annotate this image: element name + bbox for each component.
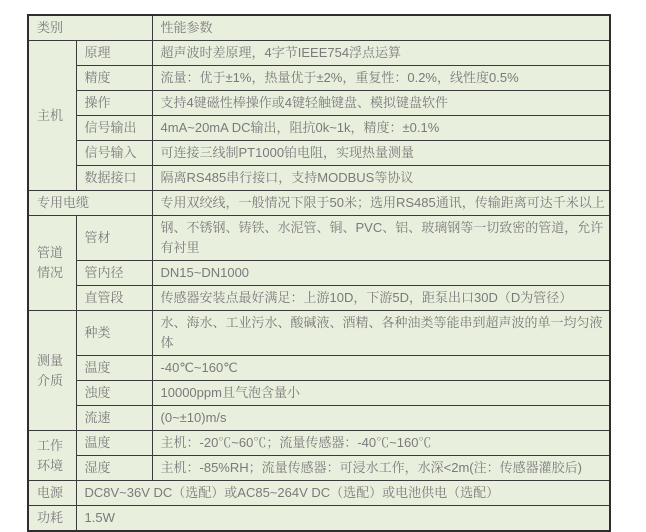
param-label-cell: 操作 [76, 91, 152, 116]
param-label-cell: 管内径 [76, 261, 152, 286]
table-row [28, 456, 610, 481]
table-row [28, 261, 610, 286]
table-row [28, 141, 610, 166]
category-cell-medium: 测量介质 [28, 311, 76, 431]
param-value-cell: (0~±10)m/s [152, 406, 610, 431]
category-cell-pipe: 管道情况 [28, 216, 76, 311]
param-value-cell: 钢、不锈钢、铸铁、水泥管、铜、PVC、铝、玻璃钢等一切致密的管道，允许有衬里 [152, 216, 610, 261]
param-value-cell: 传感器安装点最好满足：上游10D，下游5D，距泵出口30D（D为管径） [152, 286, 610, 311]
table-row [28, 381, 610, 406]
param-value-cell: DN15~DN1000 [152, 261, 610, 286]
table-row [28, 116, 610, 141]
param-label-cell: 信号输出 [76, 116, 152, 141]
param-value-cell: 专用双绞线，一般情况下限于50米；选用RS485通讯，传输距离可达千米以上 [152, 191, 610, 216]
table-row [28, 311, 610, 356]
param-value-cell: 4mA~20mA DC输出，阻抗0k~1k，精度：±0.1% [152, 116, 610, 141]
param-value-cell: 流量：优于±1%，热量优于±2%，重复性：0.2%，线性度0.5% [152, 66, 610, 91]
header-params-cell: 性能参数 [152, 15, 610, 41]
param-label-cell: 湿度 [76, 456, 152, 481]
table-row [28, 356, 610, 381]
param-label-cell: 流速 [76, 406, 152, 431]
category-cell-power: 电源 [28, 481, 76, 506]
category-cell-consumption: 功耗 [28, 506, 76, 532]
table-row [28, 431, 610, 456]
param-value-cell: 10000ppm且气泡含量小 [152, 381, 610, 406]
param-label-cell: 浊度 [76, 381, 152, 406]
param-value-cell: 超声波时差原理，4字节IEEE754浮点运算 [152, 41, 610, 66]
param-value-cell: 隔离RS485串行接口，支持MODBUS等协议 [152, 166, 610, 191]
header-category-cell: 类别 [28, 15, 152, 41]
param-label-cell: 直管段 [76, 286, 152, 311]
table-row [28, 216, 610, 261]
param-value-cell: 水、海水、工业污水、酸碱液、酒精、各种油类等能串到超声波的单一均匀液体 [152, 311, 610, 356]
spec-table [27, 14, 611, 532]
table-row [28, 41, 610, 66]
param-label-cell: 管材 [76, 216, 152, 261]
param-value-cell: 主机：-20℃~60℃；流量传感器：-40℃~160℃ [152, 431, 610, 456]
param-value-cell: DC8V~36V DC（选配）或AC85~264V DC（选配）或电池供电（选配） [76, 481, 610, 506]
param-label-cell: 温度 [76, 431, 152, 456]
table-row [28, 506, 610, 532]
category-cell-host: 主机 [28, 41, 76, 191]
param-label-cell: 数据接口 [76, 166, 152, 191]
param-value-cell: 主机：-85%RH；流量传感器：可浸水工作，水深<2m(注：传感器灌胶后) [152, 456, 610, 481]
param-label-cell: 种类 [76, 311, 152, 356]
param-value-cell: -40℃~160℃ [152, 356, 610, 381]
param-label-cell: 精度 [76, 66, 152, 91]
table-row [28, 191, 610, 216]
table-row [28, 406, 610, 431]
param-value-cell: 支持4键磁性棒操作或4键轻触键盘、模拟键盘软件 [152, 91, 610, 116]
table-row [28, 481, 610, 506]
param-value-cell: 1.5W [76, 506, 610, 532]
table-row [28, 91, 610, 116]
category-cell-cable: 专用电缆 [28, 191, 152, 216]
param-label-cell: 原理 [76, 41, 152, 66]
category-cell-environment: 工作环境 [28, 431, 76, 481]
table-row [28, 166, 610, 191]
param-label-cell: 信号输入 [76, 141, 152, 166]
param-label-cell: 温度 [76, 356, 152, 381]
table-row [28, 66, 610, 91]
table-header-row [28, 15, 610, 41]
table-row [28, 286, 610, 311]
param-value-cell: 可连接三线制PT1000铂电阻，实现热量测量 [152, 141, 610, 166]
